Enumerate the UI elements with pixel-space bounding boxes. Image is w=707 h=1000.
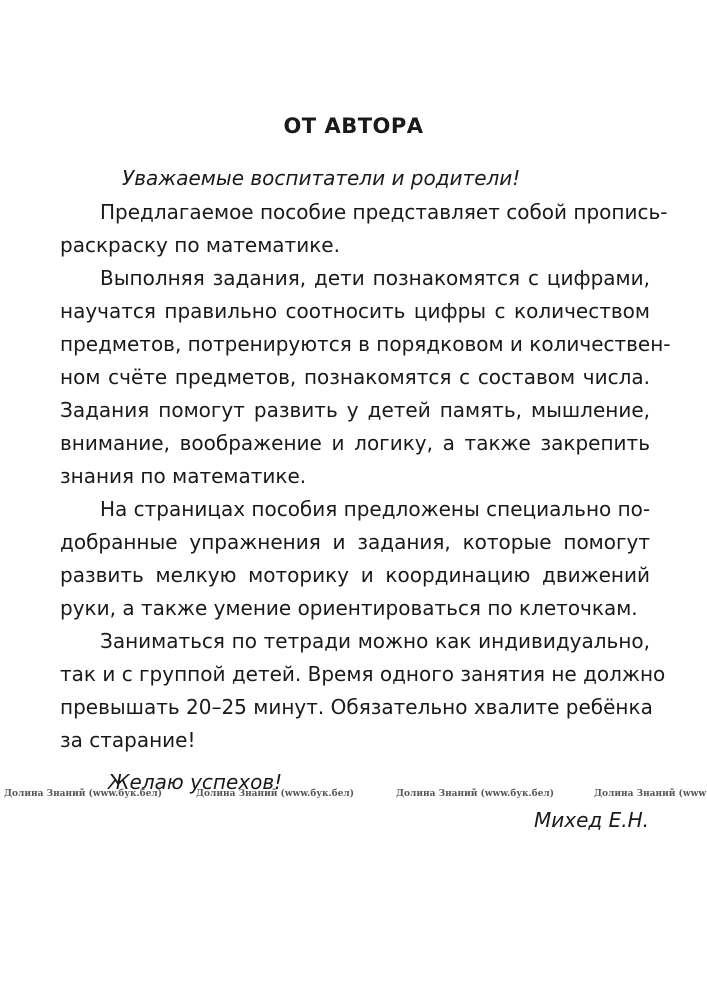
author-signature: Михед Е.Н. (534, 808, 649, 832)
text-line: превышать 20–25 минут. Обязательно хвалите ребёнка (60, 695, 653, 719)
body-text (60, 196, 671, 757)
text-line: Предлагаемое пособие представляет собой пропись- (100, 200, 668, 224)
text-line: научатся правильно соотносить цифры с количеством (60, 299, 650, 323)
text-line: за старание! (60, 728, 196, 752)
text-line: раскраску по математике. (60, 233, 340, 257)
text-line: руки, а также умение ориентироваться по клеточкам. (60, 596, 638, 620)
greeting-line: Уважаемые воспитатели и родители! (122, 166, 521, 190)
watermark-text: Долина Знаний (www.бук.бел) (196, 789, 355, 799)
watermark-text: Долина Знаний (www (594, 789, 707, 799)
closing-wish: Желаю успехов! (108, 770, 283, 794)
text-line: ном счёте предметов, познакомятся с составом числа. (60, 365, 650, 389)
text-line: Задания помогут развить у детей память, мышление, (60, 398, 650, 422)
watermark-text: Долина Знаний (www.бук.бел) (396, 789, 555, 799)
text-line: предметов, потренируются в порядковом и количествен- (60, 332, 671, 356)
text-line: На страницах пособия предложены специально по- (100, 497, 651, 521)
text-line: так и с группой детей. Время одного занятия не должно (60, 662, 666, 686)
text-line: внимание, воображение и логику, а также закрепить (60, 431, 650, 455)
text-line: знания по математике. (60, 464, 307, 488)
text-line: Заниматься по тетради можно как индивидуально, (100, 629, 650, 653)
text-line: добранные упражнения и задания, которые помогут (60, 530, 650, 554)
watermark-text: Долина Знаний (www.бук.бел) (4, 789, 163, 799)
text-line: Выполняя задания, дети познакомятся с цифрами, (100, 266, 650, 290)
page-title: ОТ АВТОРА (283, 114, 424, 138)
text-line: развить мелкую моторику и координацию движений (60, 563, 650, 587)
